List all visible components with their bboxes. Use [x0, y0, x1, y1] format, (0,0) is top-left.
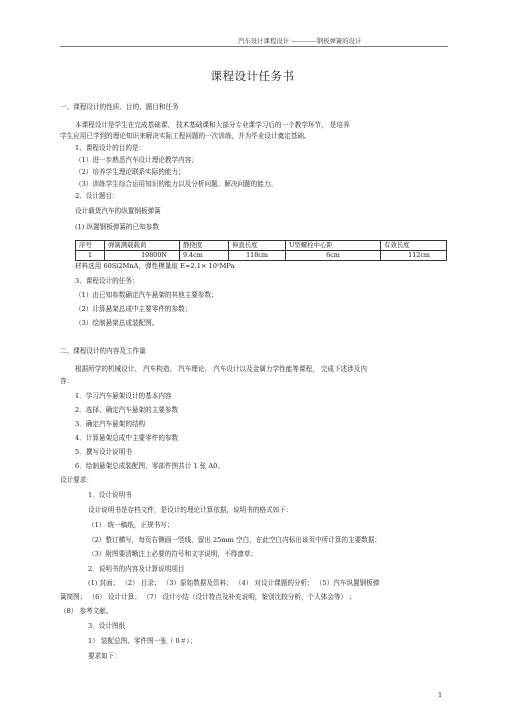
- content-item: 6．绘制悬架总成装配图、零部件图共计 1 张 A0。: [75, 462, 224, 470]
- table-cell: 9.4cm: [180, 251, 229, 261]
- table-cell: 6cm: [286, 251, 381, 261]
- table-cell: 118cm: [229, 251, 286, 261]
- table-header-row: [76, 241, 447, 251]
- section1-intro-line1: 本课程设计是学生在完成基础课、 技术基础课和大部分专业课学习后的一个教学环节， 是培养: [75, 121, 350, 129]
- known-params-label: (1) 纵置钢板弹簧的已知参数: [75, 223, 159, 231]
- req2-line2: 簧简图； （6） 设计计算； （7） 设计小结（设计特点及补充说明，鉴别比较分析，个人体会等） ；: [60, 593, 356, 601]
- header-rule: [60, 46, 448, 47]
- page-number: 1: [438, 691, 443, 699]
- table-header-cell: 弹簧满载载荷: [105, 241, 180, 251]
- task-item: （3）绘制悬架总成装配图。: [75, 319, 159, 327]
- aim-title: 1、课程设计的目的是：: [75, 144, 146, 152]
- material-line: 材料选用 60Si2MnA，弹性模量取 E=2.1× 10⁵MPa: [75, 262, 235, 270]
- req1-title: 1．设计说明书: [88, 491, 132, 499]
- content-item: 4．计算悬架总成中主要零件的参数: [75, 434, 179, 442]
- table-header-cell: U型螺栓中心距: [286, 241, 381, 251]
- task-item: （1）由已知参数确定汽车悬架的其他主要参数；: [75, 291, 218, 299]
- section2-heading: 二、课程设计的内容及工作量: [60, 347, 146, 355]
- aim-item: （3）训练学生综合运用知识的能力以及分析问题、解决问题的能力。: [75, 180, 278, 188]
- req2-line3: （8） 参考文献。: [60, 607, 113, 615]
- table-cell: 1: [76, 251, 105, 261]
- table-cell: 19800N: [105, 251, 180, 261]
- spring-params-table: [75, 240, 447, 261]
- req3-title: 3．设计图纸: [88, 622, 126, 630]
- aim-item: （2）培养学生理论联系实际的能力；: [75, 168, 185, 176]
- table-header-cell: 伸直长度: [229, 241, 286, 251]
- table-header-cell: 有效长度: [381, 241, 447, 251]
- req1-item: （1） 统一稿纸，正规书写；: [88, 521, 174, 529]
- table-row: [76, 251, 447, 261]
- section2-intro-line2: 容：: [60, 377, 74, 385]
- document-title: 课程设计任务书: [210, 69, 295, 83]
- aim-item: （1）进一步熟悉汽车设计理论教学内容；: [75, 156, 198, 164]
- table-header-cell: 序号: [76, 241, 105, 251]
- table-cell: 112cm: [381, 251, 447, 261]
- req3-line1: 1） 装配总图、零件图一张（ 0＃）；: [88, 637, 197, 645]
- content-item: 1．学习汽车悬架设计的基本内容: [75, 392, 172, 400]
- table-header-cell: 静挠度: [180, 241, 229, 251]
- section1-intro-line2: 学生应用已学到的理论知识来解决实际工程问题的一次训练，并为毕业设计奠定基础。: [60, 132, 311, 140]
- req1-item: （2）整订横写，每页右侧画一竖线，留出 25mm 空白，在此空白内标出该页中所计算的主要数据；: [88, 536, 382, 544]
- content-item: 2．选择、确定汽车悬架的主要参数: [75, 406, 179, 414]
- running-header: 汽车设计课程设计 ————钢板弹簧的设计: [238, 37, 362, 45]
- task-item: （2）计算悬架总成中主要零件的参数；: [75, 305, 192, 313]
- topic-title: 2、设计题目：: [75, 192, 119, 200]
- task-title: 3、课程设计的任务：: [75, 277, 139, 285]
- section1-heading: 一、课程设计的性质、目的、题目和任务: [60, 103, 179, 111]
- section2-intro-line1: 根据所学的机械设计、 汽车构造、 汽车理论、 汽车设计以及金属力学性能等课程， 完成下述涉及内: [75, 365, 367, 373]
- topic-text: 设计载货汽车的纵置钢板弹簧: [75, 207, 161, 215]
- req3-line2: 要求如下：: [88, 652, 121, 660]
- req2-line1: (1) 封面； （2） 目录； （3）原始数据及资料； （4） 对设计课题的分析； （5）汽车纵置钢板弹: [88, 579, 380, 587]
- content-item: 3．确定汽车悬架的结构: [75, 420, 146, 428]
- req1-desc: 设计说明书是存档文件，是设计的理论计算依据，说明书的格式如下：: [88, 506, 293, 514]
- req2-title: 2．说明书的内容及计算说明项目: [88, 565, 185, 573]
- requirements-title: 设计要求：: [60, 476, 93, 484]
- content-item: 5．撰写设计说明书: [75, 448, 132, 456]
- req1-item: （3）附图要清晰注上必要的符号和文字说明，不得潦草；: [88, 550, 258, 558]
